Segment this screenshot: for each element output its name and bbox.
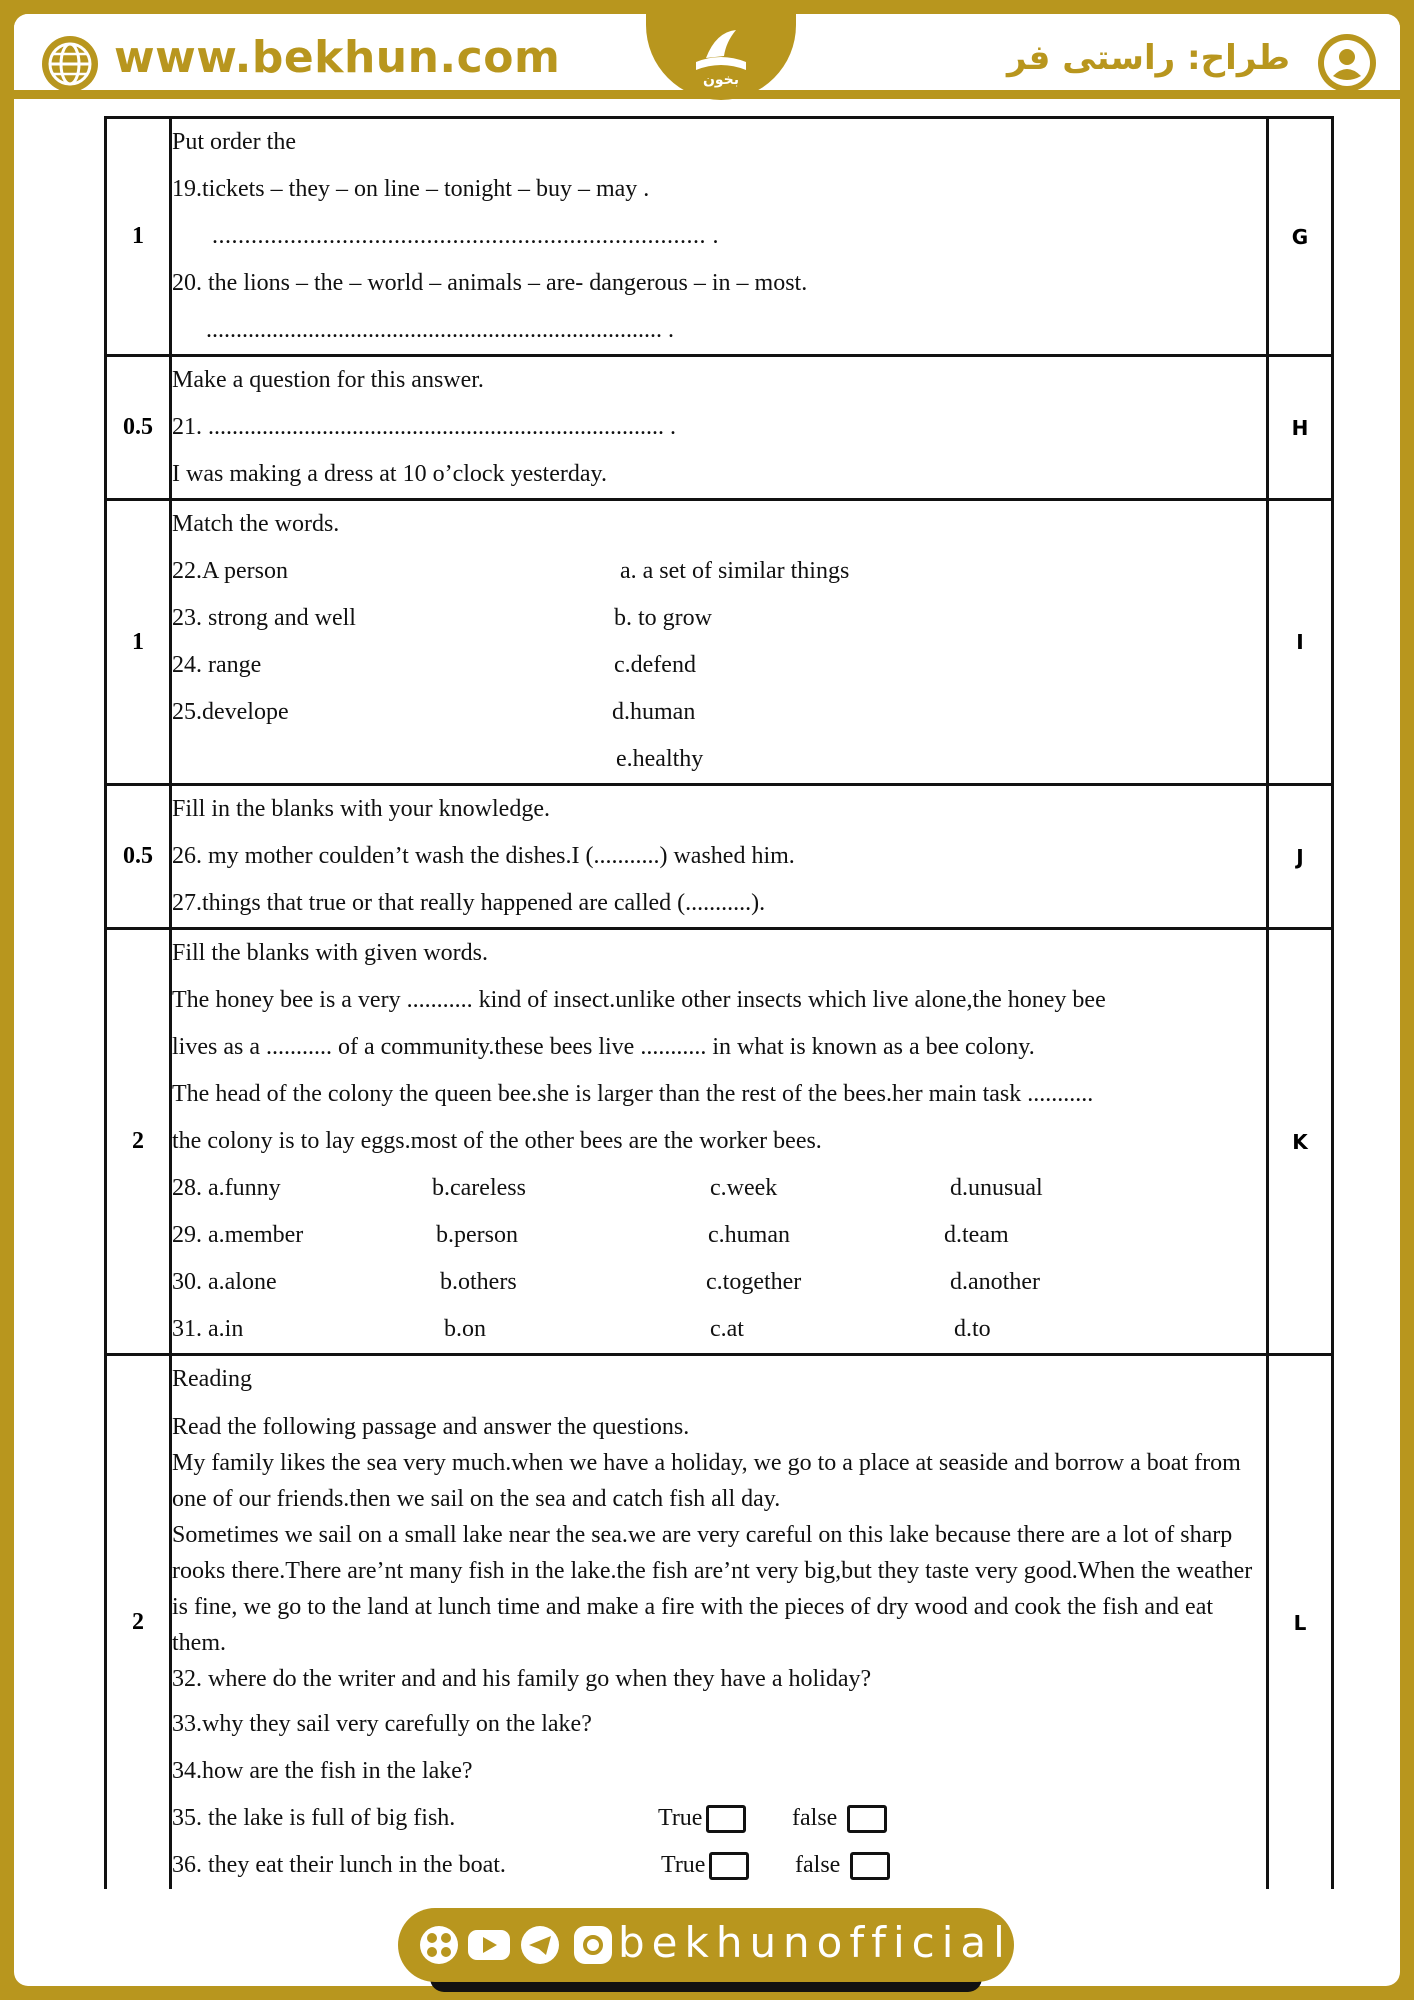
section-content xyxy=(171,785,1268,929)
true-checkbox[interactable] xyxy=(709,1852,749,1880)
option-row-31 xyxy=(172,1306,1266,1353)
book-logo-icon xyxy=(686,22,756,92)
option-b[interactable]: b.others xyxy=(440,1269,517,1295)
match-right-item: e.healthy xyxy=(616,746,704,772)
question-36 xyxy=(172,1842,1266,1889)
false-option[interactable] xyxy=(795,1842,890,1889)
option-a[interactable]: 29. a.member xyxy=(172,1222,304,1248)
question-36-text: 36. they eat their lunch in the boat. xyxy=(172,1852,506,1878)
section-title: Match the words. xyxy=(172,511,340,537)
match-row xyxy=(172,689,1266,736)
globe-icon xyxy=(40,34,100,94)
score-cell: 2 xyxy=(106,929,171,1355)
section-j xyxy=(106,785,1333,929)
section-title: Fill the blanks with given words. xyxy=(172,940,488,966)
reading-passage xyxy=(172,1403,1266,1701)
designer-credit: طراح: راستی فر xyxy=(1007,38,1290,78)
match-left-item: 23. strong and well xyxy=(172,605,356,631)
section-title: Put order the xyxy=(172,129,296,155)
option-d[interactable]: d.unusual xyxy=(950,1175,1043,1201)
section-content xyxy=(171,1355,1268,1890)
section-title: Make a question for this answer. xyxy=(172,367,484,393)
question-35 xyxy=(172,1795,1266,1842)
section-title: Reading xyxy=(172,1366,252,1392)
question-20: 20. the lions – the – world – animals – are- dangerous – in – most. xyxy=(172,270,808,296)
reading-instruction: Read the following passage and answer the questions. xyxy=(172,1414,690,1440)
question-35-text: 35. the lake is full of big fish. xyxy=(172,1805,456,1831)
false-option[interactable] xyxy=(792,1795,887,1842)
section-l xyxy=(106,1355,1333,1890)
option-c[interactable]: c.human xyxy=(708,1222,790,1248)
passage-paragraph-2: Sometimes we sail on a small lake near the sea.we are very careful on this lake because there are a lot of sharp rooks there.There are’nt many fish in the lake.the fish are’nt very big,but they taste very good.When the weather is fine, we go to the land at lunch time and make a fire with the pieces of dry wood and cook the fish and eat them. xyxy=(172,1522,1253,1656)
section-i xyxy=(106,500,1333,785)
question-33: 33.why they sail very carefully on the lake? xyxy=(172,1711,592,1737)
section-g xyxy=(106,118,1333,356)
false-label: false xyxy=(795,1852,841,1878)
option-d[interactable]: d.to xyxy=(954,1316,991,1342)
section-h xyxy=(106,356,1333,500)
match-row xyxy=(172,595,1266,642)
match-row xyxy=(172,548,1266,595)
aparat-icon[interactable] xyxy=(420,1926,458,1964)
instagram-icon[interactable] xyxy=(574,1926,612,1964)
answer-blank-19[interactable]: ............................................................................ . xyxy=(212,223,719,249)
score-cell: 0.5 xyxy=(106,356,171,500)
option-d[interactable]: d.team xyxy=(944,1222,1009,1248)
cloze-passage-line: lives as a ........... of a community.these bees live ........... in what is known as a bee colony. xyxy=(172,1034,1035,1060)
logo-text: بخون xyxy=(702,72,740,88)
option-row-30 xyxy=(172,1259,1266,1306)
option-c[interactable]: c.at xyxy=(710,1316,744,1342)
section-letter: H xyxy=(1268,356,1333,500)
question-34: 34.how are the fish in the lake? xyxy=(172,1758,473,1784)
true-label: True xyxy=(661,1852,706,1878)
match-left-item: 25.develope xyxy=(172,699,289,725)
user-icon xyxy=(1316,32,1378,94)
match-left-item: 24. range xyxy=(172,652,262,678)
section-letter: I xyxy=(1268,500,1333,785)
option-b[interactable]: b.careless xyxy=(432,1175,526,1201)
false-checkbox[interactable] xyxy=(850,1852,890,1880)
option-a[interactable]: 28. a.funny xyxy=(172,1175,281,1201)
true-checkbox[interactable] xyxy=(706,1805,746,1833)
section-letter: K xyxy=(1268,929,1333,1355)
match-row xyxy=(172,642,1266,689)
option-b[interactable]: b.on xyxy=(444,1316,486,1342)
option-row-28 xyxy=(172,1165,1266,1212)
telegram-icon[interactable] xyxy=(521,1926,559,1964)
match-right-item: c.defend xyxy=(614,652,696,678)
match-right-item: a. a set of similar things xyxy=(620,558,850,584)
true-option[interactable] xyxy=(661,1842,749,1889)
score-cell: 1 xyxy=(106,500,171,785)
section-content xyxy=(171,356,1268,500)
option-a[interactable]: 30. a.alone xyxy=(172,1269,277,1295)
question-26: 26. my mother coulden’t wash the dishes.I (...........) washed him. xyxy=(172,843,795,869)
header-bar xyxy=(14,14,1400,99)
option-c[interactable]: c.together xyxy=(706,1269,802,1295)
option-c[interactable]: c.week xyxy=(710,1175,778,1201)
false-checkbox[interactable] xyxy=(847,1805,887,1833)
answer-blank-21[interactable]: 21. ............................................................................ . xyxy=(172,414,676,440)
section-content xyxy=(171,929,1268,1355)
option-a[interactable]: 31. a.in xyxy=(172,1316,244,1342)
section-content xyxy=(171,500,1268,785)
score-cell: 1 xyxy=(106,118,171,356)
cloze-passage-line: the colony is to lay eggs.most of the other bees are the worker bees. xyxy=(172,1128,822,1154)
social-icons xyxy=(418,1924,614,1966)
social-handle[interactable]: bekhunofficial xyxy=(618,1918,1012,1967)
passage-paragraph-1: My family likes the sea very much.when we have a holiday, we go to a place at seaside and borrow a boat from one of our friends.then we sail on the sea and catch fish all day. xyxy=(172,1450,1241,1512)
site-url[interactable]: www.bekhun.com xyxy=(114,32,561,83)
option-d[interactable]: d.another xyxy=(950,1269,1040,1295)
true-option[interactable] xyxy=(658,1795,746,1842)
section-letter: J xyxy=(1268,785,1333,929)
section-letter: L xyxy=(1268,1355,1333,1890)
cloze-passage-line: The honey bee is a very ........... kind of insect.unlike other insects which live alone,the honey bee xyxy=(172,987,1106,1013)
youtube-icon[interactable] xyxy=(468,1930,510,1960)
match-right-item: b. to grow xyxy=(614,605,712,631)
brand-logo xyxy=(646,14,796,100)
score-cell: 0.5 xyxy=(106,785,171,929)
section-content xyxy=(171,118,1268,356)
match-left-item: 22.A person xyxy=(172,558,288,584)
section-letter: G xyxy=(1268,118,1333,356)
answer-blank-20[interactable]: ............................................................................ . xyxy=(206,317,674,343)
question-32: 32. where do the writer and and his family go when they have a holiday? xyxy=(172,1666,872,1692)
section-k xyxy=(106,929,1333,1355)
question-19: 19.tickets – they – on line – tonight – buy – may . xyxy=(172,176,650,202)
option-row-29 xyxy=(172,1212,1266,1259)
score-cell: 2 xyxy=(106,1355,171,1890)
question-table xyxy=(104,116,1334,1889)
match-row xyxy=(172,736,1266,783)
option-b[interactable]: b.person xyxy=(436,1222,518,1248)
true-label: True xyxy=(658,1805,703,1831)
section-title: Fill in the blanks with your knowledge. xyxy=(172,796,550,822)
match-right-item: d.human xyxy=(612,699,696,725)
cloze-passage-line: The head of the colony the queen bee.she is larger than the rest of the bees.her main task ........... xyxy=(172,1081,1094,1107)
footer-social-bar xyxy=(398,1908,1014,1982)
false-label: false xyxy=(792,1805,838,1831)
given-answer: I was making a dress at 10 o’clock yesterday. xyxy=(172,461,607,487)
question-27: 27.things that true or that really happened are called (...........). xyxy=(172,890,766,916)
